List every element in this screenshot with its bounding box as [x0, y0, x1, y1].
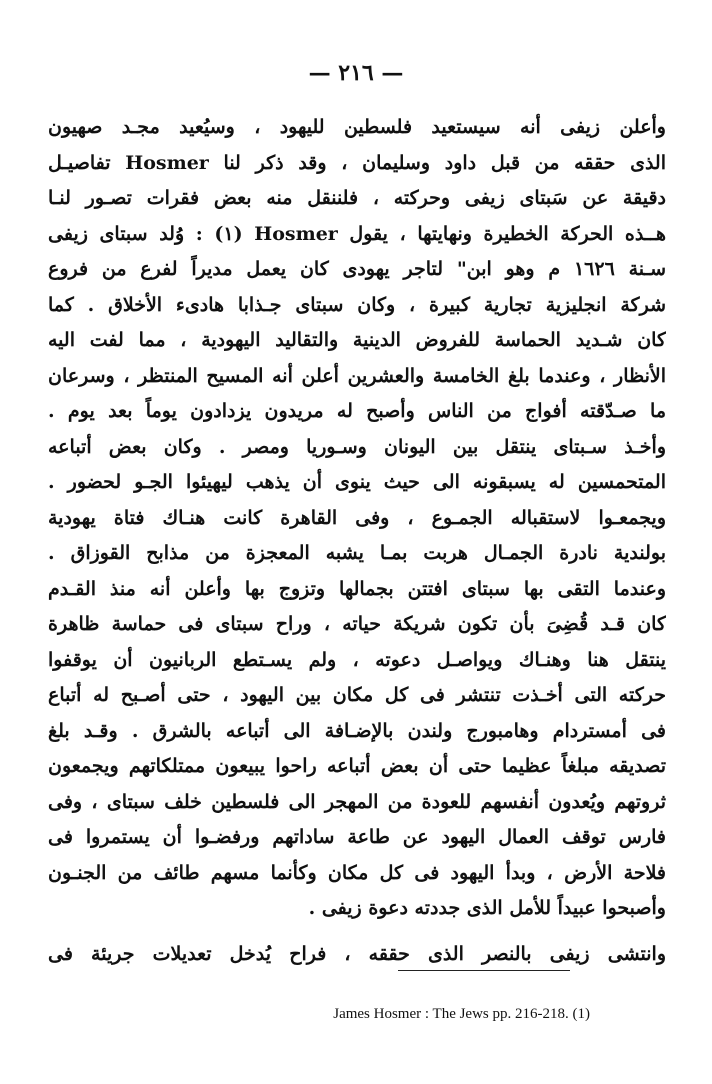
- text-line: فارس توقف العمال اليهود عن طاعة ساداتهم ورفضـوا أن يستمروا فى: [48, 826, 666, 848]
- text-line: دقيقة عن سَبتاى زيفى وحركته ، فلننقل منه بعض فقرات تصـور لنـا: [48, 187, 666, 209]
- text-line: تصديقه مبلغاً عظيما حتى أن بعض أتباعه راحوا يبيعون ممتلكاتهم ويجمعون: [48, 755, 666, 777]
- text-line: ينتقل هنا وهنـاك ويواصـل دعوته ، ولم يسـتطع الربانيون أن يوقفوا: [48, 648, 666, 671]
- footnote-divider: [398, 970, 570, 971]
- text-line: ما صـدّقته أفواج من الناس وأصبح له مريدون يزدادون يوماً بعد يوم .: [48, 400, 666, 422]
- text-line: حركته التى أخـذت تنتشر فى كل مكان بين اليهود ، حتى أصـبح له أتباع: [48, 684, 666, 706]
- text-line: وأعلن زيفى أنه سيستعيد فلسطين لليهود ، وسيُعيد مجـد صهيون: [48, 116, 666, 138]
- text-line: وأخـذ سـبتاى ينتقل بين اليونان وسـوريا ومصر . وكان بعض أتباعه: [48, 435, 666, 458]
- text-line: بولندية نادرة الجمـال هربت بمـا يشبه المعجزة من مذابح القوزاق .: [48, 542, 666, 564]
- text-line: كان قـد قُضِىَ بأن تكون شريكة حياته ، وراح سبتاى فى حماسة ظاهرة: [48, 613, 666, 635]
- text-line: المتحمسين له يسبقونه الى حيث ينوى أن يذهب ليهيئوا الجـو لحضور .: [48, 471, 666, 493]
- text-line: وعندما التقى بها سبتاى افتتن بجمالها وتزوج بها وأعلن أنه منذ القـدم: [48, 577, 666, 600]
- paragraph-1: [48, 110, 666, 927]
- text-line: ثروتهم ويُعدون أنفسهم للعودة من المهجر الى فلسطين خلف سبتاى ، وفى: [48, 790, 666, 813]
- text-line: فلاحة الأرض ، وبدأ اليهود فى كل مكان وكأنما مسهم طائف من الجنـون: [48, 861, 666, 884]
- page-number: — ٢١٦ —: [308, 60, 404, 86]
- body-text: [48, 110, 666, 972]
- text-line: فى أمستردام وهامبورج ولندن بالإضـافة الى أتباعه بالشرق . وقـد بلغ: [48, 719, 666, 742]
- paragraph-2: [48, 937, 666, 973]
- text-line: وانتشى زيفى بالنصر الذى حققه ، فراح يُدخل تعديلات جريئة فى: [48, 942, 666, 965]
- text-line: الذى حققه من قبل داود وسليمان ، وقد ذكر لنا Hosmer تفاصيـل: [48, 151, 666, 174]
- text-line: الأنظار ، وعندما بلغ الخامسة والعشرين أعلن أنه المسيح المنتظر ، وسرعان: [48, 364, 666, 387]
- text-line: سـنة ١٦٢٦ م وهو ابن" لتاجر يهودى كان يعمل مديراً لفرع من فروع: [48, 258, 666, 280]
- text-line: كان شـديد الحماسة للفروض الدينية والتقاليد اليهودية ، مما لفت اليه: [48, 329, 666, 351]
- footnote: James Hosmer : The Jews pp. 216-218. (1): [333, 1006, 590, 1022]
- text-line: ويجمعـوا لاستقباله الجمـوع ، وفى القاهرة كانت هنـاك فتاة يهودية: [48, 506, 666, 529]
- text-line: وأصبحوا عبيداً للأمل الذى جددته دعوة زيفى .: [308, 897, 666, 919]
- paragraph-gap: [48, 927, 666, 937]
- text-line: شركة انجليزية تجارية كبيرة ، وكان سبتاى جـذابا هادىء الأخلاق . كما: [48, 293, 666, 316]
- text-line: هــذه الحركة الخطيرة ونهايتها ، يقول Hosmer (١) : وُلد سبتاى زيفى: [48, 222, 666, 245]
